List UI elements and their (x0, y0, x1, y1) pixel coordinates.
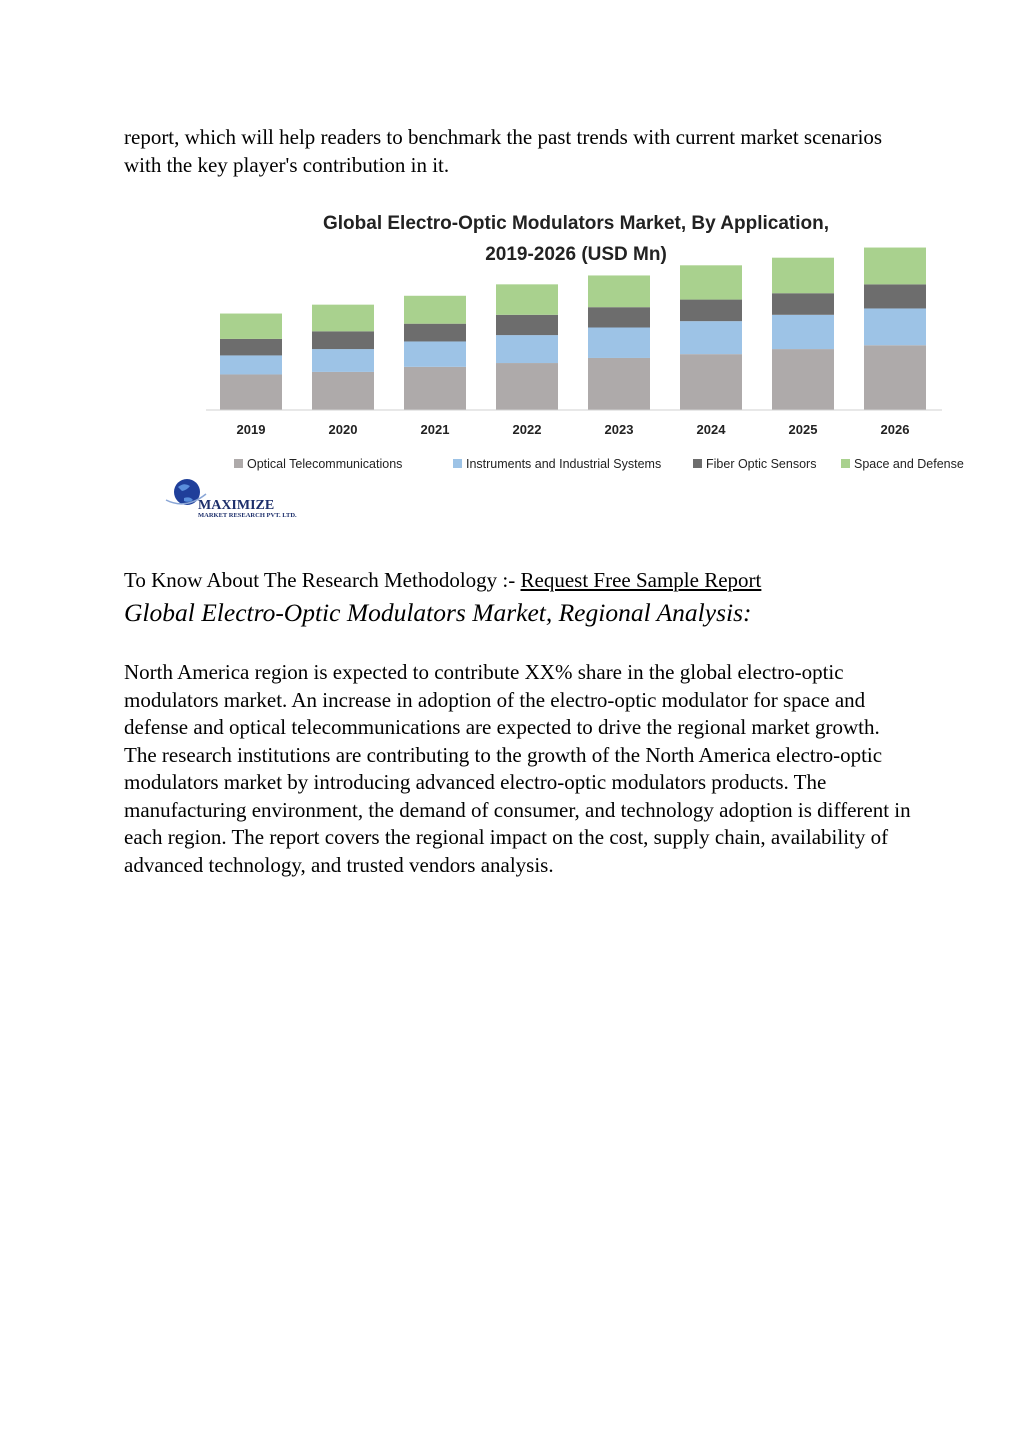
bar-2023-series-3 (588, 275, 650, 307)
bar-2025-series-0 (772, 349, 834, 410)
bar-2024-series-2 (680, 300, 742, 322)
bar-2024-series-3 (680, 265, 742, 299)
legend-label: Optical Telecommunications (247, 457, 403, 471)
bar-2025-series-3 (772, 258, 834, 294)
bar-2023-series-0 (588, 358, 650, 410)
x-tick-label: 2021 (420, 422, 450, 437)
bar-2026-series-0 (864, 345, 926, 410)
bar-2020-series-1 (312, 349, 374, 372)
section-heading: Global Electro-Optic Modulators Market, Regional Analysis: (124, 598, 752, 627)
chart-title-line1: Global Electro-Optic Modulators Market, By Application, (322, 213, 830, 234)
bar-2023-series-2 (588, 307, 650, 327)
bar-2022-series-3 (496, 284, 558, 314)
legend-label: Space and Defense (854, 457, 964, 471)
bar-2019-series-1 (220, 355, 282, 374)
bars-group (220, 248, 926, 410)
chart-title-line2: 2019-2026 (USD Mn) (485, 244, 667, 265)
legend-swatch (693, 459, 702, 468)
maximize-logo (166, 479, 297, 519)
bar-2020-series-3 (312, 305, 374, 332)
x-tick-label: 2019 (236, 422, 266, 437)
x-tick-labels (237, 422, 910, 437)
bar-2026-series-3 (864, 248, 926, 285)
bar-2024-series-0 (680, 354, 742, 410)
chart-legend (234, 457, 964, 471)
bar-2021-series-2 (404, 324, 466, 342)
x-tick-label: 2024 (696, 422, 726, 437)
request-sample-link[interactable]: Request Free Sample Report (520, 568, 762, 592)
bar-2019-series-3 (220, 314, 282, 339)
bar-2019-series-0 (220, 374, 282, 410)
bar-2025-series-1 (772, 315, 834, 349)
bar-2022-series-2 (496, 315, 558, 335)
bar-2021-series-0 (404, 367, 466, 410)
intro-paragraph: report, which will help readers to benchmark the past trends with current market scenarios with the key player's contribution in it. (124, 125, 883, 177)
bar-2024-series-1 (680, 321, 742, 354)
legend-label: Instruments and Industrial Systems (466, 457, 662, 471)
x-tick-label: 2020 (328, 422, 358, 437)
logo-tagline: MARKET RESEARCH PVT. LTD. (198, 512, 297, 519)
x-tick-label: 2026 (880, 422, 910, 437)
bar-2022-series-1 (496, 335, 558, 363)
bar-2021-series-3 (404, 296, 466, 324)
legend-swatch (453, 459, 462, 468)
bar-2019-series-2 (220, 339, 282, 356)
x-tick-label: 2025 (788, 422, 818, 437)
logo-name: MAXIMIZE (198, 498, 275, 513)
methodology-line (124, 566, 761, 594)
methodology-prefix: To Know About The Research Methodology :- (124, 568, 521, 592)
x-tick-label: 2022 (512, 422, 542, 437)
stacked-bar-chart (160, 200, 990, 530)
bar-2026-series-2 (864, 284, 926, 308)
bar-2020-series-0 (312, 372, 374, 410)
bar-2020-series-2 (312, 331, 374, 349)
legend-swatch (841, 459, 850, 468)
chart-svg (160, 200, 990, 530)
legend-swatch (234, 459, 243, 468)
bar-2025-series-2 (772, 293, 834, 315)
legend-label: Fiber Optic Sensors (706, 457, 817, 471)
regional-analysis-paragraph: North America region is expected to contribute XX% share in the global electro-optic modulators market. An increase in adoption of the electro-optic modulator for space and defense and optical telecommunications are expected to drive the regional market growth. The research institutions are contributing to the growth of the North America electro-optic modulators market by introducing advanced electro-optic modulators products. The manufacturing environment, the demand of consumer, and technology adoption is different in each region. The report covers the regional impact on the cost, supply chain, availability of advanced technology, and trusted vendors analysis. (124, 660, 911, 877)
bar-2022-series-0 (496, 363, 558, 410)
bar-2023-series-1 (588, 328, 650, 358)
bar-2026-series-1 (864, 308, 926, 345)
bar-2021-series-1 (404, 341, 466, 366)
x-tick-label: 2023 (604, 422, 634, 437)
